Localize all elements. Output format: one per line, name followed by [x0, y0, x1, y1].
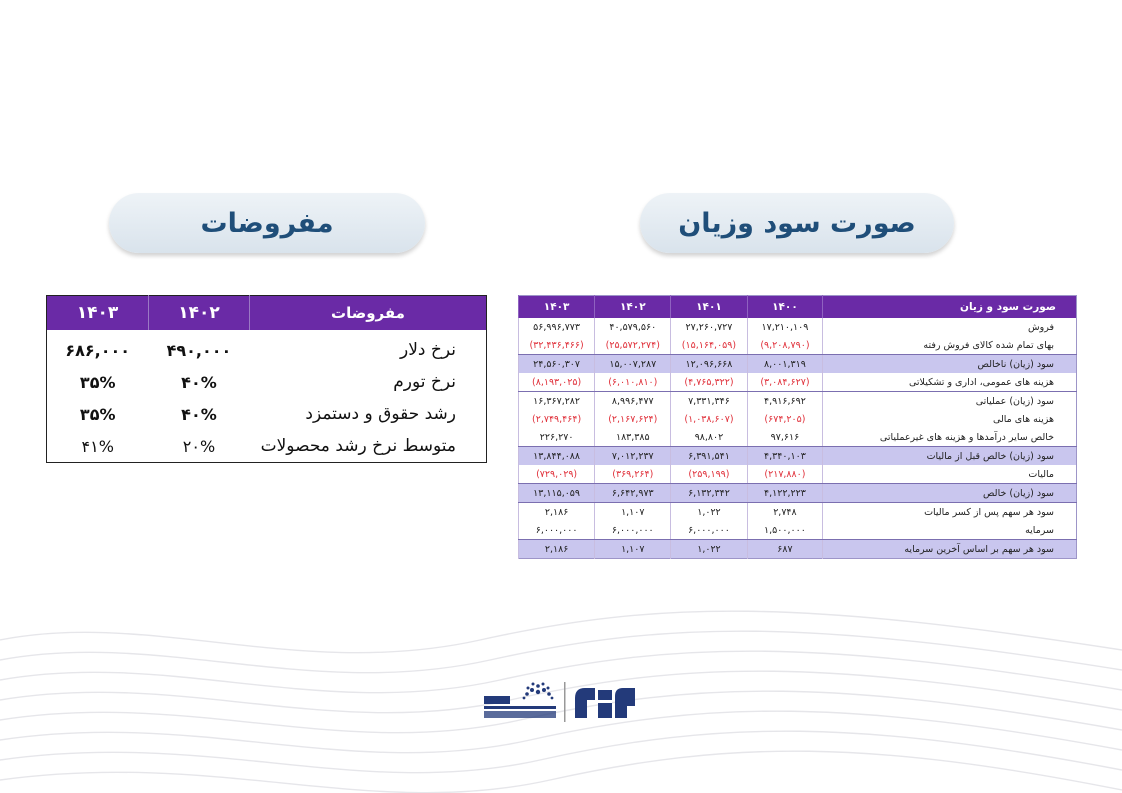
table-row: [519, 503, 1077, 522]
cell-1400: (۳,۰۸۴,۶۲۷): [747, 373, 823, 392]
cell-1403: ۵۶,۹۹۶,۷۷۳: [519, 318, 595, 336]
row-label: متوسط نرخ رشد محصولات: [260, 436, 456, 456]
income-header-label: صورت سود و زیان: [823, 296, 1077, 319]
cell-1401: ۶,۱۳۲,۳۴۲: [671, 484, 747, 503]
row-label: رشد حقوق و دستمزد: [305, 404, 456, 424]
cell-1401: ۲۷,۲۶۰,۷۲۷: [671, 318, 747, 336]
table-row: [47, 430, 487, 463]
cell-1401: (۲۵۹,۱۹۹): [671, 465, 747, 484]
cell-1403: ۲۲۶,۲۷۰: [519, 428, 595, 447]
cell-1402: ۶,۶۴۲,۹۷۳: [595, 484, 671, 503]
cell-1403: ۲,۱۸۶: [519, 503, 595, 522]
assumptions-title: مفروضات: [109, 193, 425, 253]
table-row: [519, 521, 1077, 540]
row-label: سود هر سهم پس از کسر مالیات: [823, 503, 1077, 522]
cell-1400: (۹,۲۰۸,۷۹۰): [747, 336, 823, 355]
cell-1403: ۳۵%: [79, 404, 116, 424]
cell-1403: ۱۳,۸۴۴,۰۸۸: [519, 447, 595, 466]
cell-1402: ۴۰,۵۷۹,۵۶۰: [595, 318, 671, 336]
row-label: خالص سایر درآمدها و هزینه های غیرعملیاتی: [823, 428, 1077, 447]
row-label: هزینه های مالی: [823, 410, 1077, 428]
cell-1401: ۹۸,۸۰۲: [671, 428, 747, 447]
row-label: سود (زیان) خالص قبل از مالیات: [823, 447, 1077, 466]
table-row: [519, 410, 1077, 428]
income-statement-title: صورت سود وزیان: [640, 193, 954, 253]
cell-1402: ۱,۱۰۷: [595, 503, 671, 522]
brand-logo-icon: [575, 688, 635, 718]
row-label: هزینه های عمومی، اداری و تشکیلاتی: [823, 373, 1077, 392]
company-logos: [480, 678, 650, 728]
cell-1403: ۶,۰۰۰,۰۰۰: [519, 521, 595, 540]
table-row: [519, 355, 1077, 374]
cell-1401: (۱۵,۱۶۴,۰۵۹): [671, 336, 747, 355]
income-header-1401: ۱۴۰۱: [671, 296, 747, 319]
table-row: [47, 366, 487, 398]
cell-1403: ۴۱%: [81, 436, 114, 456]
cell-1401: ۱,۰۲۲: [671, 540, 747, 559]
row-label: سود هر سهم بر اساس آخرین سرمایه: [823, 540, 1077, 559]
cell-1402: ۲۰%: [182, 436, 216, 456]
assumptions-header-label: مفروضات: [250, 296, 487, 331]
cell-1403: ۲,۱۸۶: [519, 540, 595, 559]
cell-1400: ۱,۵۰۰,۰۰۰: [747, 521, 823, 540]
cell-1400: ۶۸۷: [747, 540, 823, 559]
assumptions-header-row: [47, 296, 487, 331]
row-label: نرخ تورم: [393, 372, 456, 392]
cell-1402: ۶,۰۰۰,۰۰۰: [595, 521, 671, 540]
cell-1401: (۴,۷۶۵,۳۲۲): [671, 373, 747, 392]
cell-1403: (۳۲,۴۳۶,۴۶۶): [519, 336, 595, 355]
cell-1400: ۱۷,۲۱۰,۱۰۹: [747, 318, 823, 336]
assumptions-table: [46, 295, 487, 463]
income-header-1403: ۱۴۰۳: [519, 296, 595, 319]
income-statement-table: [518, 295, 1077, 559]
cell-1403: ۶۸۶,۰۰۰: [65, 340, 131, 360]
cell-1400: (۶۷۴,۲۰۵): [747, 410, 823, 428]
cell-1401: ۶,۳۹۱,۵۴۱: [671, 447, 747, 466]
cell-1402: ۱۸۳,۳۸۵: [595, 428, 671, 447]
cell-1401: ۶,۰۰۰,۰۰۰: [671, 521, 747, 540]
table-row: [519, 447, 1077, 466]
cell-1402: (۳۶۹,۲۶۴): [595, 465, 671, 484]
income-header-row: [519, 296, 1077, 319]
cell-1402: ۴۰%: [181, 372, 217, 392]
table-row: [519, 540, 1077, 559]
income-header-1402: ۱۴۰۲: [595, 296, 671, 319]
cell-1403: (۷۲۹,۰۲۹): [519, 465, 595, 484]
cell-1403: ۳۵%: [79, 372, 116, 392]
table-row: [519, 392, 1077, 411]
cell-1402: ۱۵,۰۰۷,۲۸۷: [595, 355, 671, 374]
cell-1403: ۱۶,۳۶۷,۲۸۲: [519, 392, 595, 411]
cell-1402: (۲,۱۶۷,۶۲۴): [595, 410, 671, 428]
table-row: [47, 330, 487, 366]
assumptions-header-1403: ۱۴۰۳: [47, 296, 149, 331]
cell-1403: (۸,۱۹۳,۰۲۵): [519, 373, 595, 392]
income-header-1400: ۱۴۰۰: [747, 296, 823, 319]
cell-1401: (۱,۰۳۸,۶۰۷): [671, 410, 747, 428]
cell-1401: ۱۲,۰۹۶,۶۶۸: [671, 355, 747, 374]
row-label: سود (زیان) ناخالص: [823, 355, 1077, 374]
cell-1403: ۲۴,۵۶۰,۳۰۷: [519, 355, 595, 374]
table-row: [519, 373, 1077, 392]
cell-1400: ۸,۰۰۱,۳۱۹: [747, 355, 823, 374]
table-row: [519, 336, 1077, 355]
cell-1402: (۲۵,۵۷۲,۲۷۴): [595, 336, 671, 355]
row-label: بهای تمام شده کالای فروش رفته: [823, 336, 1077, 355]
row-label: سود (زیان) عملیاتی: [823, 392, 1077, 411]
table-row: [519, 465, 1077, 484]
cell-1402: ۱,۱۰۷: [595, 540, 671, 559]
cell-1403: (۲,۷۴۹,۴۶۴): [519, 410, 595, 428]
cell-1402: (۶,۰۱۰,۸۱۰): [595, 373, 671, 392]
cell-1402: ۴۹۰,۰۰۰: [166, 340, 232, 360]
income-body: [519, 318, 1077, 559]
cell-1401: ۷,۳۳۱,۳۴۶: [671, 392, 747, 411]
cell-1400: ۴,۹۱۶,۶۹۲: [747, 392, 823, 411]
cell-1401: ۱,۰۲۲: [671, 503, 747, 522]
row-label: سرمایه: [823, 521, 1077, 540]
row-label: نرخ دلار: [400, 340, 456, 360]
cell-1402: ۴۰%: [181, 404, 217, 424]
row-label: مالیات: [823, 465, 1077, 484]
cell-1402: ۷,۰۱۲,۲۳۷: [595, 447, 671, 466]
cell-1400: ۲,۷۴۸: [747, 503, 823, 522]
cell-1402: ۸,۹۹۶,۴۷۷: [595, 392, 671, 411]
table-row: [519, 428, 1077, 447]
cell-1400: ۹۷,۶۱۶: [747, 428, 823, 447]
row-label: فروش: [823, 318, 1077, 336]
assumptions-header-1402: ۱۴۰۲: [148, 296, 249, 331]
cell-1400: (۲۱۷,۸۸۰): [747, 465, 823, 484]
table-row: [47, 398, 487, 430]
cell-1400: ۴,۳۴۰,۱۰۳: [747, 447, 823, 466]
row-label: سود (زیان) خالص: [823, 484, 1077, 503]
table-row: [519, 484, 1077, 503]
sunburst-logo-icon: [484, 683, 556, 719]
cell-1403: ۱۳,۱۱۵,۰۵۹: [519, 484, 595, 503]
table-row: [519, 318, 1077, 336]
cell-1400: ۴,۱۲۲,۲۲۳: [747, 484, 823, 503]
